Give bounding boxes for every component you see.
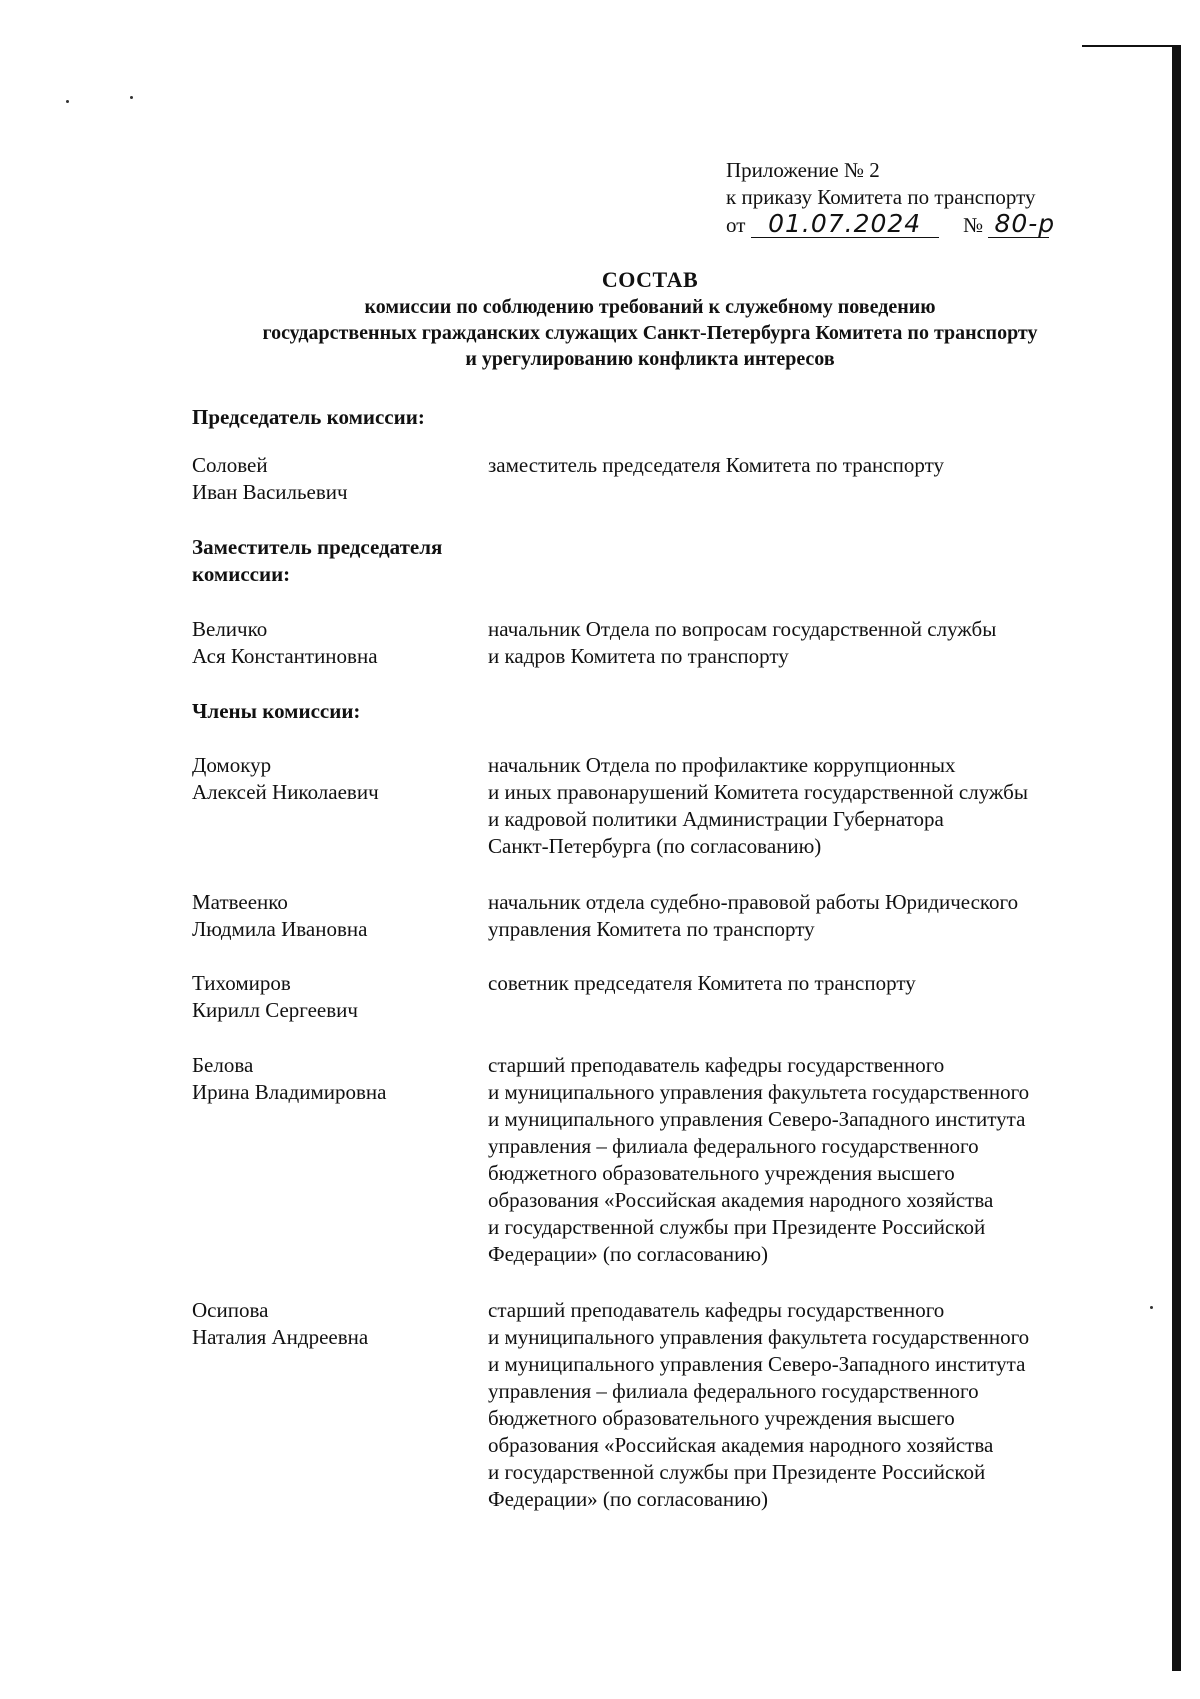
role-line: Санкт-Петербурга (по согласованию)	[488, 834, 822, 858]
member-given-name: Алексей Николаевич	[192, 780, 379, 804]
subtitle-line-3: и урегулированию конфликта интересов	[465, 348, 835, 370]
member-role	[488, 1052, 1188, 1268]
member-name	[192, 752, 482, 806]
member-name	[192, 616, 482, 670]
role-line: управления – филиала федерального государственного	[488, 1379, 979, 1403]
role-line: бюджетного образовательного учреждения высшего	[488, 1161, 955, 1185]
section-deputy-heading	[192, 534, 492, 588]
role-line: и муниципального управления Северо-Западного института	[488, 1352, 1026, 1376]
member-given-name: Наталия Андреевна	[192, 1325, 369, 1349]
document-title: СОСТАВ	[601, 267, 699, 292]
role-line: и муниципального управления факультета государственного	[488, 1080, 1030, 1104]
scan-speck	[66, 100, 69, 103]
member-given-name: Ася Константиновна	[192, 644, 378, 668]
role-line: образования «Российская академия народного хозяйства	[488, 1188, 994, 1212]
member-given-name: Кирилл Сергеевич	[192, 998, 358, 1022]
member-role	[488, 452, 1188, 479]
member-role	[488, 970, 1188, 997]
member-role	[488, 752, 1188, 860]
deputy-heading-line-1: Заместитель председателя	[192, 535, 443, 559]
member-name	[192, 889, 482, 943]
member-name	[192, 1297, 482, 1351]
member-name	[192, 452, 482, 506]
handwritten-date: 01.07.2024	[751, 211, 939, 238]
role-line: Федерации» (по согласованию)	[488, 1242, 769, 1266]
member-name	[192, 1052, 482, 1106]
member-given-name: Людмила Ивановна	[192, 917, 368, 941]
member-name	[192, 970, 482, 1024]
role-line: советник председателя Комитета по транспорту	[488, 971, 916, 995]
role-line: и иных правонарушений Комитета государственной службы	[488, 780, 1028, 804]
role-line: Федерации» (по согласованию)	[488, 1487, 769, 1511]
handwritten-number: 80-р	[988, 211, 1049, 238]
document-title-block	[150, 266, 1150, 372]
appendix-line-1: Приложение № 2	[726, 158, 880, 182]
member-surname: Домокур	[192, 753, 272, 777]
role-line: заместитель председателя Комитета по транспорту	[488, 453, 944, 477]
section-members-heading: Члены комиссии:	[192, 699, 361, 723]
role-line: старший преподаватель кафедры государственного	[488, 1298, 945, 1322]
role-line: и кадров Комитета по транспорту	[488, 644, 789, 668]
member-role	[488, 616, 1188, 670]
member-role	[488, 889, 1188, 943]
role-line: и государственной службы при Президенте Российской	[488, 1460, 986, 1484]
role-line: образования «Российская академия народного хозяйства	[488, 1433, 994, 1457]
member-surname: Осипова	[192, 1298, 269, 1322]
role-line: бюджетного образовательного учреждения высшего	[488, 1406, 955, 1430]
date-prefix: от	[726, 213, 746, 237]
role-line: и муниципального управления Северо-Западного института	[488, 1107, 1026, 1131]
role-line: начальник отдела судебно-правовой работы Юридического	[488, 890, 1019, 914]
appendix-line-2: к приказу Комитета по транспорту	[726, 185, 1036, 209]
role-line: и государственной службы при Президенте Российской	[488, 1215, 986, 1239]
member-surname: Тихомиров	[192, 971, 291, 995]
member-given-name: Иван Васильевич	[192, 480, 348, 504]
member-surname: Белова	[192, 1053, 254, 1077]
appendix-header	[726, 157, 1156, 239]
section-chair-heading: Председатель комиссии:	[192, 405, 425, 429]
member-surname: Матвеенко	[192, 890, 288, 914]
member-given-name: Ирина Владимировна	[192, 1080, 387, 1104]
role-line: и кадровой политики Администрации Губернатора	[488, 807, 944, 831]
scan-speck	[130, 96, 133, 99]
appendix-line-3	[726, 211, 1156, 239]
member-role	[488, 1297, 1188, 1513]
deputy-heading-line-2: комиссии:	[192, 562, 291, 586]
role-line: и муниципального управления факультета государственного	[488, 1325, 1030, 1349]
member-surname: Соловей	[192, 453, 268, 477]
subtitle-line-1: комиссии по соблюдению требований к служебному поведению	[364, 296, 936, 318]
subtitle-line-2: государственных гражданских служащих Санкт-Петербурга Комитета по транспорту	[262, 322, 1038, 344]
scan-edge-top	[1082, 45, 1177, 47]
role-line: управления – филиала федерального государственного	[488, 1134, 979, 1158]
number-prefix: №	[963, 213, 984, 237]
role-line: начальник Отдела по вопросам государственной службы	[488, 617, 997, 641]
role-line: управления Комитета по транспорту	[488, 917, 815, 941]
role-line: старший преподаватель кафедры государственного	[488, 1053, 945, 1077]
member-surname: Величко	[192, 617, 268, 641]
role-line: начальник Отдела по профилактике коррупционных	[488, 753, 956, 777]
